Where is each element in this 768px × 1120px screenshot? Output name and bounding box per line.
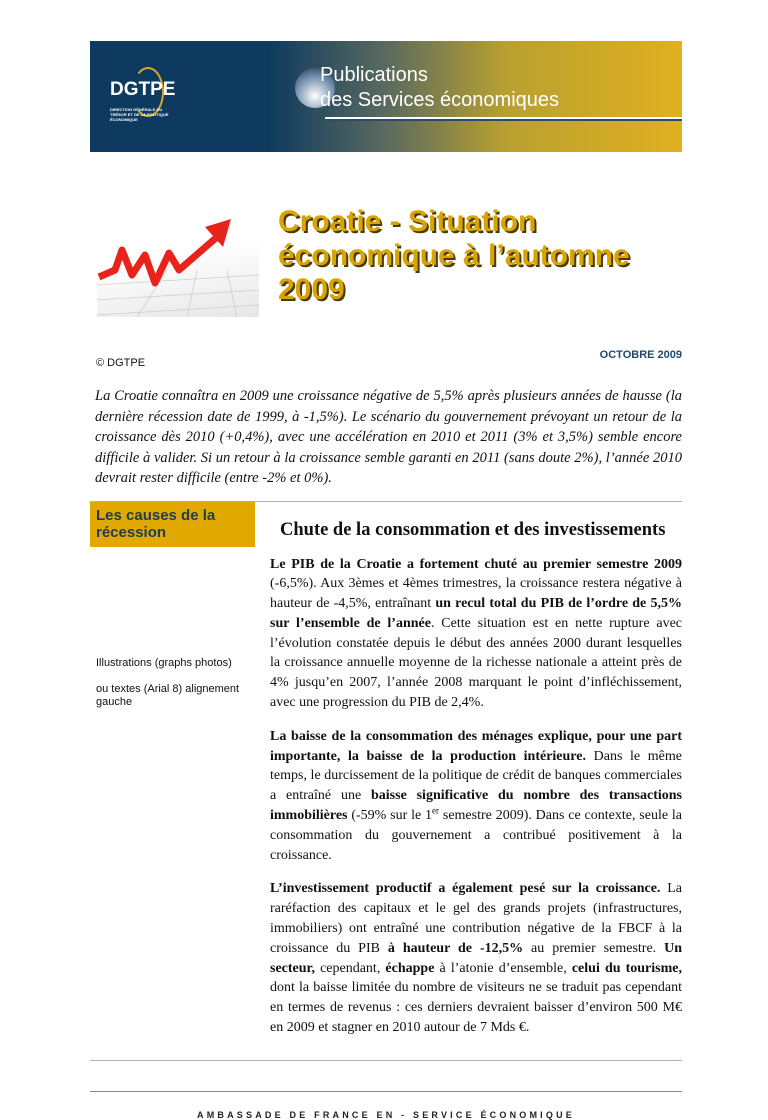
main-column xyxy=(270,502,682,1052)
text-segment: dont la baisse limitée du nombre de visiteurs ne se traduit pas cependant en termes de revenus : ces derniers devraient baisser d’environ 500 M€ en 2009 et stagner en 2010 autour de 7 Mds €. xyxy=(270,980,682,1036)
bold-text: Un secteur, xyxy=(270,940,683,976)
bold-text: échappe xyxy=(385,960,435,976)
body-paragraph xyxy=(270,879,682,1037)
text-segment: (-59% sur le 1 xyxy=(347,808,433,824)
body-paragraph xyxy=(270,727,682,866)
sidebar-note: Illustrations (graphs photos) xyxy=(96,656,232,669)
footer-text: AMBASSADE DE FRANCE EN - SERVICE ÉCONOMIQUE xyxy=(197,1109,575,1120)
title-line-1: Croatie - Situation xyxy=(278,205,537,238)
text-segment: à l’atonie d’ensemble, xyxy=(434,960,572,976)
text-segment: au premier semestre. xyxy=(523,940,665,956)
banner-title xyxy=(320,63,559,113)
section-title: Chute de la consommation et des investissements xyxy=(280,519,666,540)
title-line-2: économique à l’automne xyxy=(278,239,630,272)
body-paragraph xyxy=(270,555,682,713)
sidebar-note: ou textes (Arial 8) alignement gauche xyxy=(96,682,240,708)
sidebar-heading: Les causes de la récession xyxy=(90,502,255,547)
dgtpe-logo: DGTPE xyxy=(110,79,176,100)
divider xyxy=(90,1060,682,1061)
logo-subtitle: DIRECTION GÉNÉRALE DU TRÉSOR ET DE LA POLITIQUE ÉCONOMIQUE xyxy=(110,107,169,122)
bold-text: Le PIB de la Croatie a fortement chuté au premier semestre 2009 xyxy=(270,556,682,572)
banner-underline xyxy=(325,117,682,121)
banner-line-1: Publications xyxy=(320,64,428,86)
bold-text: un recul total du PIB de l’ordre de 5,5% sur l’ensemble de l’année xyxy=(270,596,682,631)
footer-divider xyxy=(90,1091,682,1092)
text-segment: er xyxy=(432,805,440,816)
sidebar xyxy=(90,502,255,1052)
text-segment: Dans le même temps, le durcissement de la politique de crédit de banques commerciales a entraîné une xyxy=(270,748,682,804)
text-segment: . Cette situation est en nette rupture avec l’évolution constatée depuis le début des années 2000 durant lesquelles la croissance annuelle moyenne de la richesse nationale a atteint près de 4% jusqu’en 2007, l’année 2008 marquant le point d’infléchissement, avec une progression du PIB de 2,4%. xyxy=(270,615,682,711)
two-column-section xyxy=(90,502,682,1052)
document-content xyxy=(90,386,682,1120)
title-line-3: 2009 xyxy=(278,273,345,306)
banner-line-2: des Services économiques xyxy=(320,89,560,111)
document-title xyxy=(278,205,630,307)
text-segment: La raréfaction des capitaux et le gel des grands projets (infrastructures, immobiliers) ont entraîné une contribution négative de la FBCF à la croissance du PIB xyxy=(270,881,682,956)
summary-paragraph: La Croatie connaîtra en 2009 une croissance négative de 5,5% après plusieurs années de hausse (la dernière récession date de 1999, à -1,5%). Le scénario du gouvernement prévoyant un retour de la croissance dès 2010 (+0,4%), avec une accélération en 2010 et 2011 (3% et 3,5%) semble encore difficile à valider. Si un retour à la croissance semble garanti en 2011 (sans doute 2%), l’année 2010 devrait rester difficile (entre -2% et 0%). xyxy=(95,388,682,486)
bold-text: L’investissement productif a également pesé sur la croissance. xyxy=(270,881,661,897)
text-segment: cependant, xyxy=(314,960,386,976)
growth-arrow-illustration xyxy=(97,215,259,317)
bold-text: celui du tourisme, xyxy=(571,960,682,976)
bold-text: baisse significative du nombre des transactions immobilières xyxy=(270,788,683,824)
text-segment: semestre 2009). Dans ce contexte, seule la consommation du gouvernement a contribué positivement à la croissance. xyxy=(270,808,682,863)
section-body xyxy=(270,555,682,1038)
publication-banner xyxy=(90,41,682,152)
text-segment: (-6,5%). Aux 3èmes et 4èmes trimestres, la croissance restera négative à hauteur de -4,5%, entraînant xyxy=(270,576,682,612)
publication-date: OCTOBRE 2009 xyxy=(599,349,682,361)
copyright: © DGTPE xyxy=(96,357,146,369)
bold-text: La baisse de la consommation des ménages explique, pour une part importante, la baisse de la production intérieure. xyxy=(270,728,682,764)
bold-text: à hauteur de -12,5% xyxy=(387,940,524,956)
